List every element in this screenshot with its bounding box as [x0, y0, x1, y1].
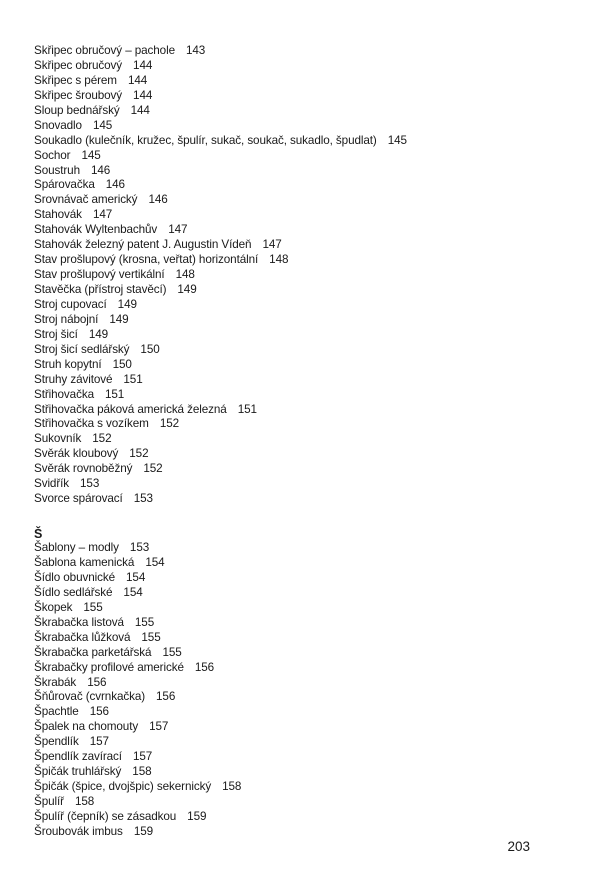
- index-page-ref: 155: [83, 600, 103, 614]
- index-term: Šňůrovač (cvrnkačka): [34, 690, 146, 704]
- index-page-ref: 149: [177, 283, 197, 296]
- index-page-ref: 152: [143, 462, 163, 476]
- index-term: Stav prošlupový (krosna, veřtat) horizontální: [34, 253, 259, 267]
- index-page-ref: 156: [156, 690, 176, 704]
- index-term: Špendlík zavírací: [34, 750, 122, 764]
- index-term: Svorce spárovací: [34, 492, 123, 506]
- index-page-ref: 151: [104, 387, 125, 401]
- index-term: Sukovník: [34, 432, 82, 446]
- index-page-ref: 148: [269, 253, 289, 267]
- index-term: Střihovačka: [34, 387, 94, 401]
- index-entry: [34, 676, 574, 691]
- section-letter-heading: Š: [34, 527, 43, 542]
- index-entry: [34, 328, 574, 343]
- index-term: Stroj nábojní: [34, 312, 99, 326]
- index-entry: [34, 810, 574, 825]
- index-page-ref: 154: [126, 570, 146, 584]
- index-entry: [34, 238, 574, 253]
- index-term: Svěrák rovnoběžný: [34, 462, 133, 476]
- index-entry: [34, 780, 574, 795]
- index-term: Sloup bednářský: [34, 103, 120, 117]
- index-page-ref: 145: [387, 133, 407, 147]
- index-entry: [34, 556, 574, 571]
- index-entry: [34, 253, 574, 268]
- index-term: Stroj šicí: [34, 327, 78, 341]
- index-page-ref: 159: [187, 809, 207, 823]
- index-term: Stav prošlupový vertikální: [34, 268, 165, 282]
- index-page-ref: 158: [222, 780, 242, 794]
- index-entry: [34, 616, 574, 631]
- index-entry: [34, 795, 574, 810]
- index-term: Stroj cupovací: [34, 297, 107, 311]
- index-term: Skřipec s pérem: [34, 73, 117, 87]
- page-number: 203: [507, 839, 530, 854]
- index-term: Špachtle: [34, 705, 79, 719]
- index-page-ref: 143: [185, 44, 206, 57]
- index-page-ref: 146: [148, 193, 168, 207]
- index-page-ref: 158: [74, 795, 95, 808]
- index-entry: [34, 268, 574, 283]
- index-entry: [34, 492, 574, 507]
- index-term: Snovadlo: [34, 118, 82, 132]
- index-entry: [34, 74, 574, 89]
- index-page-ref: 157: [132, 750, 153, 764]
- index-entry: [34, 89, 574, 104]
- index-term: Stroj šicí sedlářský: [34, 342, 130, 356]
- index-term: Špičák (špice, dvojšpic) sekernický: [34, 780, 212, 794]
- index-page-ref: 149: [117, 297, 137, 311]
- index-term: Špičák truhlářský: [34, 765, 122, 779]
- index-page-ref: 144: [133, 58, 153, 72]
- index-page-ref: 155: [134, 615, 155, 629]
- index-entry: [34, 586, 574, 601]
- index-page-ref: 152: [129, 447, 149, 461]
- index-page-ref: 147: [168, 223, 188, 237]
- index-entry: [34, 735, 574, 750]
- index-term: Střihovačka páková americká železná: [34, 402, 227, 416]
- index-page-ref: 144: [127, 73, 148, 87]
- index-page-ref: 149: [88, 327, 109, 341]
- index-page-ref: 153: [80, 477, 100, 491]
- index-page-ref: 150: [112, 357, 132, 371]
- index-term: Spárovačka: [34, 178, 95, 192]
- index-page-ref: 144: [130, 103, 150, 117]
- index-term: Svidřík: [34, 477, 70, 491]
- index-term: Skřipec šroubový: [34, 88, 123, 102]
- index-entry: [34, 44, 574, 59]
- index-page-ref: 153: [129, 541, 150, 555]
- index-term: Stahovák železný patent J. Augustin Vídeň: [34, 238, 252, 252]
- index-term: Srovnávač americký: [34, 193, 138, 207]
- index-page-ref: 151: [123, 372, 143, 386]
- index-entry: [34, 388, 574, 403]
- index-entry: [34, 720, 574, 735]
- index-entry: [34, 417, 574, 432]
- index-entry: [34, 104, 574, 119]
- index-entry: [34, 571, 574, 586]
- index-page-ref: 152: [92, 432, 112, 446]
- index-page-ref: 144: [133, 88, 153, 102]
- index-list: [34, 44, 574, 840]
- index-term: Škopek: [34, 600, 73, 614]
- index-term: Škrabák: [34, 675, 77, 689]
- index-entry: [34, 631, 574, 646]
- index-term: Šablony – modly: [34, 541, 119, 555]
- index-page-ref: 153: [133, 492, 153, 506]
- index-entry: [34, 343, 574, 358]
- index-entry: [34, 462, 574, 477]
- index-page-ref: 145: [81, 148, 101, 162]
- index-term: Skřipec obručový – pachole: [34, 44, 175, 57]
- index-page-ref: 148: [175, 268, 195, 282]
- index-term: Střihovačka s vozíkem: [34, 417, 149, 431]
- index-term: Sochor: [34, 148, 71, 162]
- index-term: Špendlík: [34, 735, 79, 749]
- index-term: Šroubovák imbus: [34, 824, 123, 838]
- index-page-ref: 149: [109, 312, 129, 326]
- index-term: Stavěčka (přístroj stavěcí): [34, 283, 167, 296]
- index-page-ref: 155: [141, 630, 161, 644]
- index-term: Struhy závitové: [34, 372, 113, 386]
- index-entry: [34, 477, 574, 492]
- index-entry: [34, 661, 574, 676]
- index-term: Špulíř: [34, 795, 64, 808]
- index-term: Stahovák Wyltenbachův: [34, 223, 158, 237]
- index-page-ref: 157: [89, 735, 109, 749]
- index-page-ref: 146: [105, 178, 125, 192]
- index-term: Špulíř (čepník) se zásadkou: [34, 809, 177, 823]
- index-entry: [34, 765, 574, 780]
- index-entry: [34, 298, 574, 313]
- index-term: Špalek na chomouty: [34, 720, 139, 734]
- index-page-ref: 147: [92, 208, 113, 222]
- index-entry: [34, 313, 574, 328]
- index-entry: [34, 134, 574, 149]
- index-term: Svěrák kloubový: [34, 447, 119, 461]
- index-entry: [34, 447, 574, 462]
- index-entry: [34, 119, 574, 134]
- index-entry: [34, 601, 574, 616]
- index-entry: [34, 178, 574, 193]
- index-entry: [34, 283, 574, 298]
- index-entry: [34, 164, 574, 179]
- index-entry: [34, 208, 574, 223]
- index-page-ref: 146: [90, 163, 111, 177]
- index-entry: [34, 646, 574, 661]
- index-page-ref: 157: [149, 720, 169, 734]
- index-entry: [34, 149, 574, 164]
- index-entry: [34, 690, 574, 705]
- index-page-ref: 156: [194, 660, 215, 674]
- index-entry: [34, 705, 574, 720]
- index-term: Šídlo obuvnické: [34, 570, 116, 584]
- index-page-ref: 156: [89, 705, 109, 719]
- index-page-ref: 152: [159, 417, 180, 431]
- index-term: Stahovák: [34, 208, 82, 222]
- index-entry: [34, 373, 574, 388]
- index-entry: [34, 432, 574, 447]
- index-term: Škrabačka parketářská: [34, 645, 152, 659]
- index-entry: [34, 358, 574, 373]
- index-entry: [34, 193, 574, 208]
- index-term: Škrabačky profilové americké: [34, 660, 184, 674]
- index-page-ref: 150: [140, 342, 160, 356]
- index-term: Škrabačka listová: [34, 615, 124, 629]
- index-term: Šablona kamenická: [34, 556, 135, 569]
- index-term: Struh kopytní: [34, 357, 102, 371]
- index-term: Soukadlo (kulečník, kružec, špulír, sukač, soukač, sukadlo, špudlat): [34, 133, 377, 147]
- index-page-ref: 147: [262, 238, 282, 252]
- index-entry: [34, 825, 574, 840]
- index-term: Soustruh: [34, 163, 80, 177]
- index-page-ref: 154: [145, 556, 165, 569]
- index-page-ref: 159: [133, 824, 154, 838]
- index-entry: [34, 541, 574, 556]
- index-entry: [34, 223, 574, 238]
- index-entry: [34, 59, 574, 74]
- index-page-ref: 155: [162, 645, 182, 659]
- index-page-ref: 154: [123, 585, 143, 599]
- index-entry: [34, 750, 574, 765]
- index-page-ref: 151: [237, 402, 257, 416]
- index-term: Šídlo sedlářské: [34, 585, 113, 599]
- index-page-ref: 145: [92, 118, 113, 132]
- index-term: Škrabačka lůžková: [34, 630, 131, 644]
- index-entry: [34, 403, 574, 418]
- index-page-ref: 156: [87, 675, 107, 689]
- index-page-ref: 158: [132, 765, 152, 779]
- index-term: Skřipec obručový: [34, 58, 123, 72]
